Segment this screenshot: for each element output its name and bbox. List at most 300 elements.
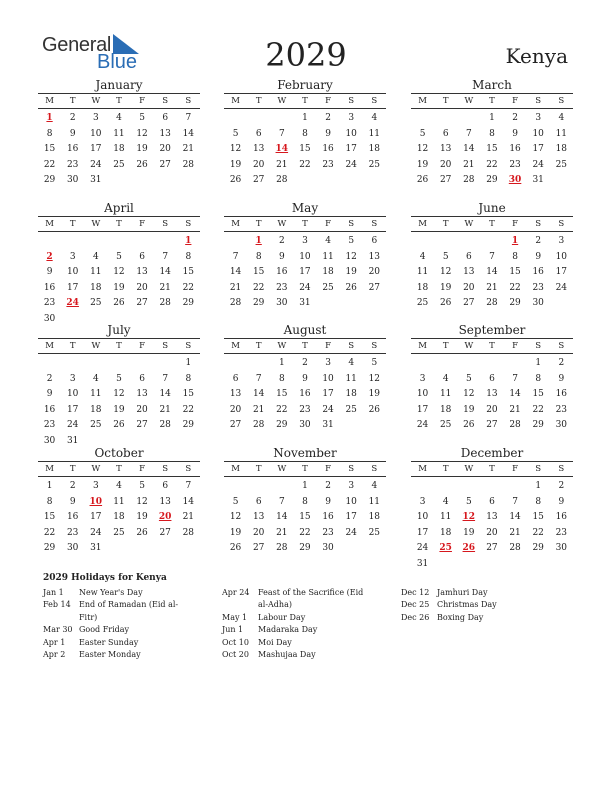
weekday-header: [411, 338, 573, 354]
day-cell: 10: [322, 373, 334, 384]
holiday-entry: [401, 612, 547, 624]
day-cell: 20: [136, 282, 148, 293]
weekday-label: W: [91, 464, 101, 474]
weekday-label: M: [231, 341, 240, 351]
day-cell: 5: [232, 128, 239, 139]
day-cell: 18: [368, 512, 381, 523]
day-cell: 12: [368, 373, 381, 384]
day-cell: 13: [229, 389, 242, 400]
day-cell: 15: [532, 512, 544, 523]
holiday-day-cell: 1: [255, 236, 262, 246]
day-cell: 4: [116, 113, 122, 123]
day-cell: 19: [368, 389, 381, 400]
day-cell: 27: [159, 159, 171, 170]
weekday-label: M: [231, 96, 240, 106]
holiday-name: Easter Monday: [79, 650, 141, 660]
day-cell: 2: [558, 358, 565, 368]
empty-cell: [434, 111, 457, 127]
day-cell: 26: [229, 543, 242, 554]
day-cell: 25: [113, 159, 125, 170]
day-cell: 8: [512, 251, 518, 262]
day-grid: [38, 356, 200, 450]
day-cell: 22: [509, 282, 521, 293]
day-cell: 14: [509, 512, 521, 523]
day-cell: 4: [348, 358, 355, 368]
weekday-label: S: [162, 219, 169, 229]
holiday-name: Boxing Day: [437, 612, 484, 622]
day-cell: 24: [90, 527, 102, 538]
day-cell: 17: [532, 144, 544, 155]
day-cell: 7: [162, 251, 169, 262]
day-cell: 16: [322, 144, 334, 155]
day-cell: 28: [159, 420, 171, 431]
weekday-label: T: [255, 464, 262, 474]
month-name: January: [95, 78, 143, 92]
day-cell: 1: [489, 113, 495, 123]
day-cell: 23: [555, 404, 568, 415]
empty-cell: [131, 356, 154, 372]
day-cell: 15: [532, 389, 544, 400]
day-cell: 21: [182, 512, 195, 523]
month-name: April: [104, 201, 134, 215]
day-cell: 10: [299, 251, 311, 262]
day-cell: 15: [182, 389, 195, 400]
day-cell: 18: [555, 144, 568, 155]
day-cell: 21: [252, 404, 265, 415]
day-cell: 15: [182, 267, 195, 278]
day-cell: 24: [416, 543, 429, 554]
day-cell: 20: [463, 282, 475, 293]
month-december: [411, 446, 573, 573]
day-cell: 20: [252, 527, 265, 538]
day-cell: 12: [229, 512, 242, 523]
day-cell: 2: [46, 373, 53, 384]
month-january: [38, 78, 200, 189]
day-cell: 2: [302, 358, 308, 368]
weekday-header: [224, 93, 386, 109]
weekday-label: T: [302, 219, 308, 229]
holiday-entry: [43, 624, 189, 636]
day-cell: 6: [489, 496, 495, 507]
weekday-label: S: [348, 464, 355, 474]
day-cell: 4: [419, 251, 426, 262]
weekday-label: T: [69, 464, 76, 474]
day-cell: 11: [90, 389, 102, 400]
day-cell: 25: [90, 298, 102, 309]
day-cell: 25: [368, 159, 381, 170]
holiday-entry: [43, 599, 189, 624]
day-cell: 4: [371, 113, 378, 123]
day-cell: 25: [368, 527, 381, 538]
day-cell: 19: [463, 404, 475, 415]
weekday-label: W: [464, 219, 474, 229]
day-cell: 8: [185, 373, 192, 384]
holiday-name: Madaraka Day: [258, 625, 318, 635]
day-cell: 28: [182, 527, 195, 538]
day-cell: 12: [229, 144, 242, 155]
day-cell: 4: [371, 481, 378, 491]
day-cell: 3: [92, 481, 99, 491]
weekday-label: W: [91, 219, 101, 229]
weekday-label: S: [185, 219, 192, 229]
empty-cell: [224, 111, 247, 127]
weekday-label: S: [162, 464, 169, 474]
day-cell: 27: [159, 527, 171, 538]
day-cell: 25: [439, 420, 452, 431]
day-cell: 11: [322, 251, 334, 262]
day-cell: 30: [299, 420, 311, 431]
weekday-label: S: [162, 341, 169, 351]
holiday-date: Apr 2: [43, 650, 66, 660]
empty-cell: [434, 356, 457, 372]
day-cell: 3: [69, 251, 76, 262]
day-cell: 18: [416, 282, 429, 293]
day-cell: 10: [416, 512, 429, 523]
weekday-label: F: [139, 96, 146, 106]
day-cell: 17: [345, 512, 357, 523]
day-cell: 9: [325, 128, 331, 139]
day-cell: 22: [43, 527, 56, 538]
day-cell: 18: [90, 404, 102, 415]
day-cell: 3: [302, 236, 308, 246]
day-cell: 22: [299, 159, 311, 170]
day-cell: 25: [345, 404, 357, 415]
day-cell: 31: [90, 543, 102, 554]
empty-cell: [61, 234, 84, 250]
day-cell: 23: [43, 420, 56, 431]
holiday-day-cell: 25: [439, 543, 452, 554]
holiday-day-cell: 26: [462, 543, 476, 554]
day-cell: 27: [252, 175, 265, 186]
day-cell: 10: [345, 496, 357, 507]
day-cell: 19: [229, 527, 242, 538]
day-cell: 29: [276, 420, 288, 431]
month-september: [411, 323, 573, 434]
day-cell: 25: [322, 282, 334, 293]
day-cell: 4: [116, 481, 122, 491]
day-cell: 11: [90, 267, 102, 278]
empty-cell: [84, 356, 107, 372]
weekday-label: F: [325, 219, 332, 229]
weekday-label: S: [558, 464, 565, 474]
day-cell: 16: [555, 512, 568, 523]
day-cell: 21: [276, 527, 288, 538]
holiday-date: Dec 12: [401, 588, 430, 597]
day-cell: 16: [43, 404, 56, 415]
day-cell: 30: [43, 313, 56, 324]
day-cell: 24: [90, 159, 102, 170]
day-cell: 22: [182, 282, 195, 293]
logo-text-blue: Blue: [97, 51, 138, 73]
weekday-label: M: [45, 464, 54, 474]
day-cell: 9: [69, 496, 76, 507]
day-cell: 11: [439, 389, 452, 400]
empty-cell: [504, 356, 527, 372]
day-cell: 20: [229, 404, 242, 415]
holiday-day-cell: 1: [46, 113, 53, 123]
day-cell: 22: [532, 527, 544, 538]
day-cell: 7: [278, 496, 285, 507]
day-cell: 26: [113, 298, 125, 309]
day-cell: 21: [159, 404, 171, 415]
day-cell: 16: [322, 512, 334, 523]
day-cell: 14: [182, 128, 195, 139]
weekday-label: W: [464, 464, 474, 474]
day-cell: 12: [136, 496, 148, 507]
day-cell: 27: [486, 420, 498, 431]
holiday-day-cell: 14: [275, 144, 289, 155]
day-cell: 8: [255, 251, 262, 262]
day-cell: 16: [43, 282, 56, 293]
day-cell: 18: [322, 267, 334, 278]
day-cell: 21: [463, 159, 475, 170]
day-cell: 13: [252, 144, 265, 155]
day-cell: 18: [439, 527, 452, 538]
day-cell: 21: [486, 282, 498, 293]
day-cell: 13: [136, 267, 148, 278]
day-cell: 29: [43, 543, 56, 554]
weekday-label: T: [489, 219, 495, 229]
day-cell: 17: [90, 512, 102, 523]
weekday-label: W: [91, 341, 101, 351]
month-october: [38, 446, 200, 557]
day-cell: 12: [463, 389, 475, 400]
day-cell: 7: [512, 373, 518, 384]
day-cell: 13: [136, 389, 148, 400]
weekday-label: S: [348, 219, 355, 229]
day-cell: 18: [439, 404, 452, 415]
day-cell: 8: [46, 496, 53, 507]
holiday-date: Dec 26: [401, 612, 430, 622]
day-cell: 7: [185, 113, 192, 123]
day-cell: 11: [368, 128, 381, 139]
empty-cell: [107, 234, 130, 250]
empty-cell: [480, 479, 503, 495]
day-cell: 24: [322, 404, 334, 415]
day-cell: 27: [252, 543, 265, 554]
day-cell: 5: [139, 481, 145, 491]
day-cell: 15: [276, 389, 288, 400]
day-cell: 19: [463, 527, 475, 538]
day-cell: 9: [278, 251, 285, 262]
day-cell: 5: [232, 496, 239, 507]
weekday-label: F: [325, 464, 332, 474]
day-cell: 23: [276, 282, 288, 293]
month-november: [224, 446, 386, 557]
weekday-label: W: [464, 341, 474, 351]
day-cell: 26: [229, 175, 242, 186]
weekday-label: M: [418, 464, 427, 474]
weekday-label: S: [535, 341, 542, 351]
month-name: December: [460, 446, 524, 460]
day-cell: 10: [66, 267, 79, 278]
day-cell: 27: [486, 543, 498, 554]
weekday-label: T: [442, 464, 449, 474]
month-march: [411, 78, 573, 189]
day-cell: 28: [229, 298, 242, 309]
day-cell: 28: [182, 159, 195, 170]
weekday-label: T: [442, 219, 449, 229]
holiday-name: Mashujaa Day: [258, 650, 316, 660]
weekday-label: M: [231, 464, 240, 474]
day-cell: 20: [486, 404, 498, 415]
weekday-label: F: [512, 464, 519, 474]
weekday-label: T: [489, 464, 495, 474]
day-cell: 29: [182, 298, 195, 309]
day-cell: 2: [69, 113, 76, 123]
day-grid: [411, 356, 573, 434]
weekday-label: S: [535, 96, 542, 106]
day-cell: 11: [113, 496, 125, 507]
day-cell: 21: [276, 159, 288, 170]
day-cell: 4: [558, 113, 565, 123]
weekday-label: T: [489, 96, 495, 106]
day-cell: 23: [299, 404, 311, 415]
day-grid: [411, 111, 573, 189]
holiday-entry: [401, 587, 547, 599]
weekday-label: F: [512, 219, 519, 229]
day-cell: 9: [46, 267, 53, 278]
weekday-label: S: [162, 96, 169, 106]
day-cell: 27: [229, 420, 242, 431]
day-cell: 29: [532, 543, 544, 554]
day-grid: [411, 234, 573, 312]
holiday-entry: [222, 587, 368, 612]
weekday-label: S: [558, 96, 565, 106]
holiday-entry: [222, 612, 368, 624]
day-cell: 23: [555, 527, 568, 538]
holiday-entry: [401, 599, 547, 611]
weekday-label: T: [255, 96, 262, 106]
day-cell: 6: [232, 373, 239, 384]
day-cell: 2: [278, 236, 285, 246]
day-cell: 23: [43, 298, 56, 309]
day-cell: 19: [113, 282, 125, 293]
day-cell: 2: [535, 236, 542, 246]
day-cell: 9: [46, 389, 53, 400]
day-cell: 29: [252, 298, 265, 309]
day-cell: 17: [416, 527, 429, 538]
day-cell: 15: [299, 512, 311, 523]
empty-cell: [411, 356, 434, 372]
weekday-header: [411, 461, 573, 477]
day-cell: 6: [162, 481, 169, 491]
weekday-label: S: [371, 219, 378, 229]
day-cell: 1: [302, 113, 308, 123]
day-cell: 22: [486, 159, 498, 170]
day-cell: 9: [302, 373, 308, 384]
day-cell: 17: [416, 404, 429, 415]
day-cell: 29: [43, 175, 56, 186]
weekday-label: F: [139, 464, 146, 474]
day-cell: 12: [113, 389, 125, 400]
empty-cell: [504, 479, 527, 495]
day-cell: 22: [276, 404, 288, 415]
day-cell: 10: [555, 251, 568, 262]
empty-cell: [107, 356, 130, 372]
empty-cell: [224, 479, 247, 495]
logo-text-general: General: [42, 34, 112, 56]
day-cell: 5: [465, 373, 472, 384]
day-cell: 29: [509, 298, 521, 309]
empty-cell: [38, 356, 61, 372]
day-cell: 14: [509, 389, 521, 400]
empty-cell: [411, 479, 434, 495]
holiday-day-cell: 2: [46, 251, 53, 262]
day-cell: 23: [532, 282, 544, 293]
day-cell: 4: [92, 373, 99, 384]
empty-cell: [457, 356, 480, 372]
day-cell: 8: [185, 251, 192, 262]
day-cell: 9: [512, 128, 518, 139]
holiday-entry: [43, 587, 189, 599]
day-cell: 11: [368, 496, 381, 507]
day-cell: 22: [252, 282, 265, 293]
holiday-date: Oct 20: [222, 650, 249, 660]
day-cell: 1: [278, 358, 285, 368]
day-cell: 19: [229, 159, 242, 170]
weekday-header: [38, 93, 200, 109]
day-cell: 8: [302, 496, 308, 507]
holiday-day-cell: 1: [185, 236, 192, 246]
holiday-entry: [43, 649, 189, 661]
day-cell: 7: [465, 128, 472, 139]
day-cell: 11: [439, 512, 452, 523]
day-cell: 15: [509, 267, 521, 278]
day-cell: 21: [509, 527, 521, 538]
day-cell: 14: [182, 496, 195, 507]
weekday-label: M: [45, 219, 54, 229]
day-cell: 5: [465, 496, 472, 507]
day-cell: 7: [255, 373, 262, 384]
day-cell: 16: [276, 267, 288, 278]
day-cell: 3: [348, 113, 355, 123]
holiday-day-cell: 24: [66, 298, 79, 309]
day-cell: 29: [299, 543, 311, 554]
day-cell: 5: [348, 236, 355, 246]
day-cell: 7: [185, 481, 192, 491]
empty-cell: [434, 234, 457, 250]
weekday-label: F: [512, 341, 519, 351]
day-cell: 19: [136, 512, 148, 523]
day-cell: 6: [255, 128, 262, 139]
holiday-name: Easter Sunday: [79, 637, 139, 647]
day-cell: 29: [182, 420, 195, 431]
day-cell: 10: [90, 128, 102, 139]
day-cell: 16: [555, 389, 568, 400]
weekday-label: S: [371, 96, 378, 106]
holiday-day-cell: 12: [462, 512, 476, 523]
weekday-header: [38, 461, 200, 477]
day-cell: 14: [463, 144, 475, 155]
holiday-name: New Year's Day: [79, 588, 143, 597]
weekday-label: W: [277, 219, 287, 229]
holiday-date: Mar 30: [43, 625, 73, 635]
holiday-day-cell: 30: [508, 175, 522, 186]
day-cell: 24: [345, 527, 357, 538]
day-cell: 8: [46, 128, 53, 139]
day-grid: [38, 111, 200, 189]
day-cell: 13: [439, 144, 452, 155]
weekday-label: T: [489, 341, 495, 351]
empty-cell: [480, 234, 503, 250]
day-cell: 7: [512, 496, 518, 507]
day-cell: 8: [302, 128, 308, 139]
day-cell: 20: [368, 267, 381, 278]
month-name: February: [277, 78, 333, 92]
day-cell: 21: [509, 404, 521, 415]
day-cell: 8: [535, 373, 542, 384]
